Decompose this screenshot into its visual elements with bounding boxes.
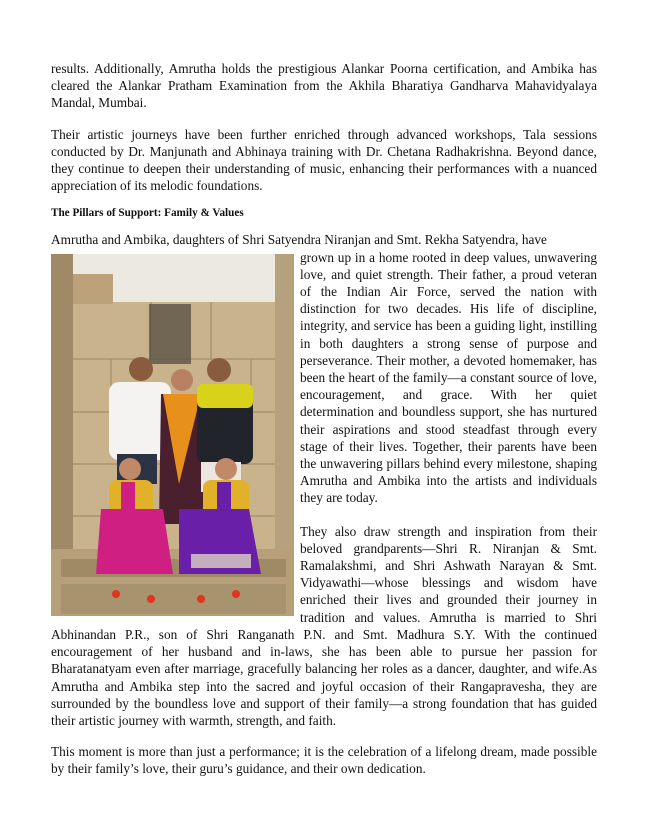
family-paragraph-1: grown up in a home rooted in deep values, unwavering love, and quiet strength. Their father, a proud veteran of the Indian Air Force, served the nation with distinction for two decades. His life of discipline, integrity, and service has been a guiding light, instilling in both daughters a strong sense of purpose and perseverance. Their mother, a devoted homemaker, has been the heart of the family—a constant source of love, encouragement, and grace. With her quiet determination and boundless support, she has nurtured their aspirations and stood steadfast through every stage of their lives. Together, their parents have been the unwavering pillars behind every milestone, shaping Amrutha and Ambika into the artists and individuals they are today. [300, 249, 597, 506]
section-heading: The Pillars of Support: Family & Values [51, 207, 244, 220]
intro-paragraph-2: Their artistic journeys have been further enriched through advanced workshops, Tala sessions conducted by Dr. Manjunath and Abhinaya training with Dr. Chetana Radhakrishna. Beyond dance, they continue to deepen their understanding of music, enhancing their performances with a nuanced appreciation of its melodic foundations. [51, 126, 597, 194]
family-paragraph-2: They also draw strength and inspiration from their beloved grandparents—Shri R. Niranjan & Smt. Ramalakshmi, and Shri Ashwath Narayan & Smt. Vidyawathi—whose blessings and wisdom have enriched their lives and grounded their journey in tradition and values. Amrutha is married to Shri Abhinandan P.R., son of Shri Ranganath P.N. and Smt. Madhura S.Y. With the continued encouragement of her husband and in-laws, she has been able to pursue her passion for Bharatanatyam even after marriage, gracefully balancing her roles as a dancer, daughter, and wife.As Amrutha and Ambika step into the sacred and joyful occasion of their Rangapravesha, they are surrounded by the boundless love and support of their family—a strong foundation that has guided their artistic journey with warmth, strength, and faith. [51, 523, 597, 728]
closing-paragraph: This moment is more than just a performance; it is the celebration of a lifelong dream, made possible by their family’s love, their guru’s guidance, and their own dedication. [51, 744, 597, 777]
intro-paragraph-1: results. Additionally, Amrutha holds the prestigious Alankar Poorna certification, and Ambika has cleared the Alankar Pratham Examination from the Akhila Bharatiya Gandharva Mahavidyalaya Mandal, Mumbai. [51, 61, 597, 111]
family-paragraph-first-line: Amrutha and Ambika, daughters of Shri Satyendra Niranjan and Smt. Rekha Satyendra, have [51, 232, 547, 248]
document-page [51, 60, 597, 778]
family-photo [51, 254, 294, 616]
